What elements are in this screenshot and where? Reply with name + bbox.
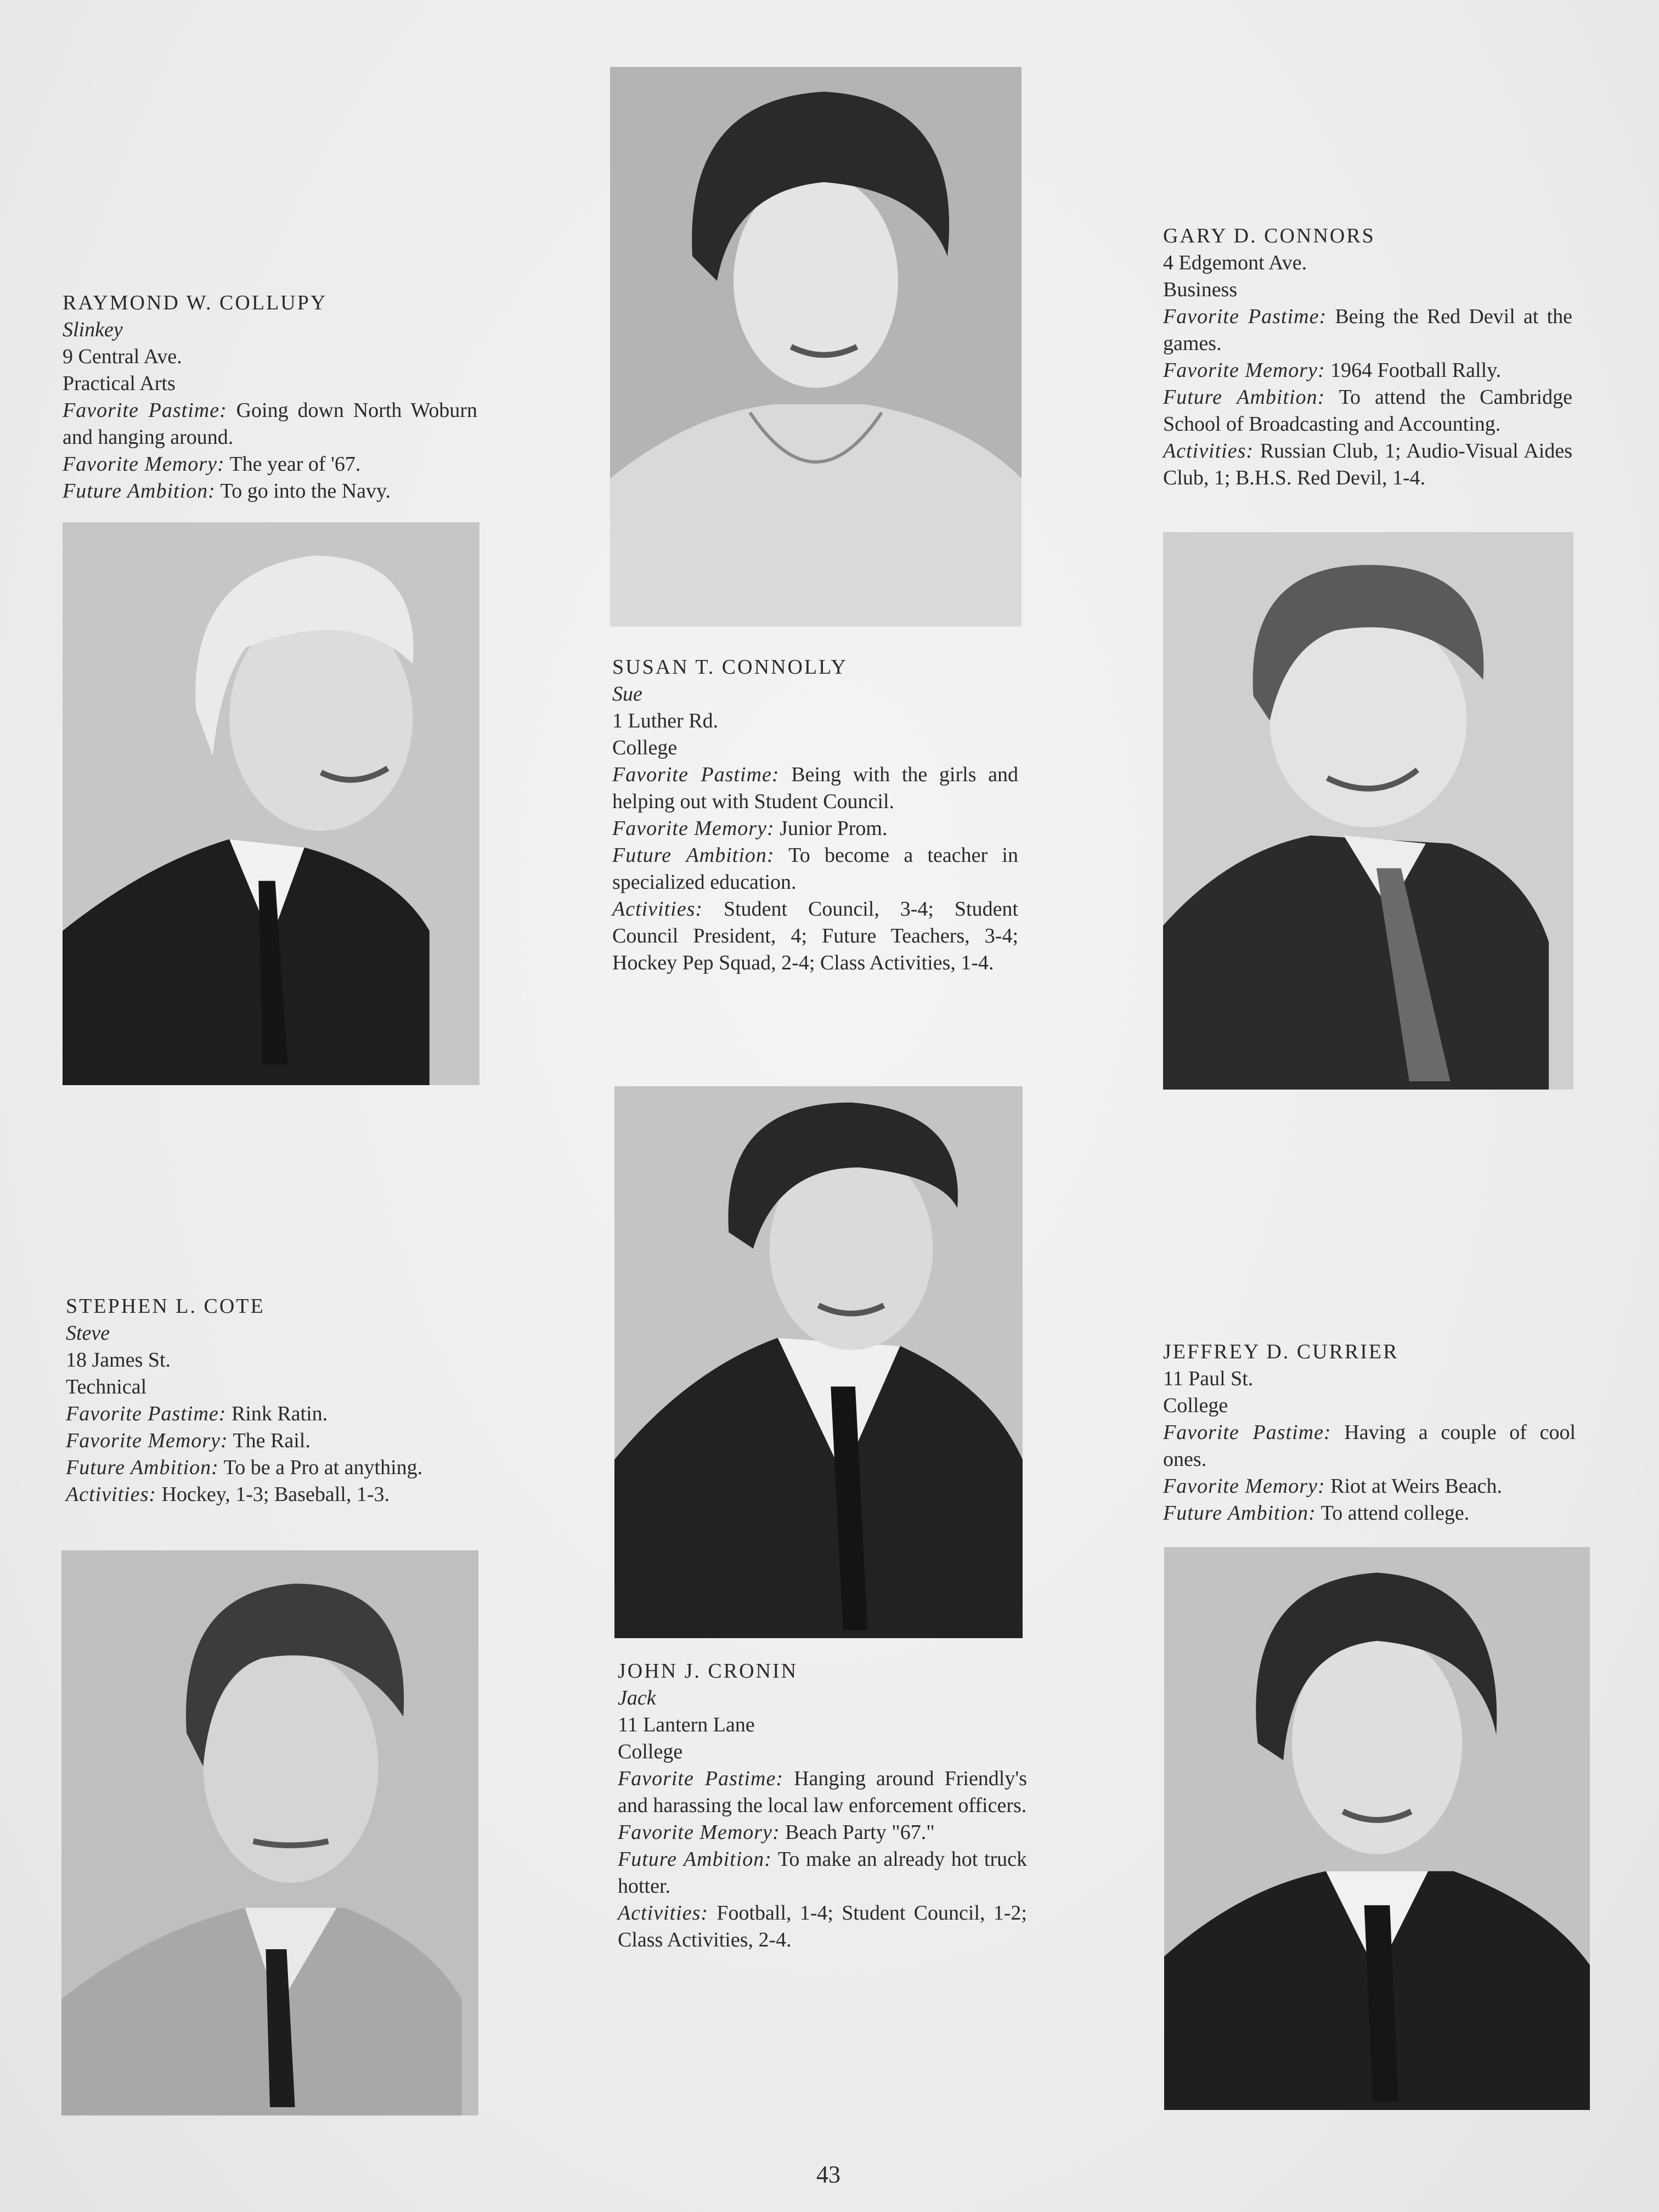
student-portrait-photo <box>1163 532 1573 1090</box>
page-number: 43 <box>816 2161 840 2188</box>
ambition-text: To attend the Cambridge School of Broadcasting and Accounting. <box>1163 386 1572 436</box>
memory-label: Favorite Memory: <box>66 1429 228 1452</box>
student-address: 11 Paul St. <box>1163 1367 1254 1390</box>
ambition-label: Future Ambition: <box>618 1848 772 1871</box>
pastime-label: Favorite Pastime: <box>612 763 780 786</box>
student-course: Practical Arts <box>63 372 176 395</box>
pastime-label: Favorite Pastime: <box>63 399 227 422</box>
memory-text: Riot at Weirs Beach. <box>1330 1475 1502 1498</box>
student-address: 4 Edgemont Ave. <box>1163 251 1307 274</box>
ambition-label: Future Ambition: <box>1163 386 1325 409</box>
student-nickname: Jack <box>618 1686 656 1709</box>
student-portrait-photo <box>610 67 1022 627</box>
student-nickname: Steve <box>66 1322 110 1345</box>
pastime-text: Being the Red Devil at the games. <box>1163 305 1572 355</box>
ambition-label: Future Ambition: <box>63 479 216 503</box>
pastime-text: Rink Ratin. <box>231 1402 328 1425</box>
student-course: College <box>612 736 678 759</box>
student-course: College <box>618 1740 683 1763</box>
memory-text: The year of '67. <box>229 453 361 476</box>
memory-text: Junior Prom. <box>780 817 888 840</box>
student-bio-connors <box>1163 223 1572 492</box>
memory-text: Beach Party "67." <box>785 1821 935 1844</box>
pastime-label: Favorite Pastime: <box>618 1767 783 1790</box>
pastime-text: Having a couple of cool ones. <box>1163 1421 1576 1471</box>
student-bio-cote <box>66 1293 478 1508</box>
student-address: 1 Luther Rd. <box>612 709 719 732</box>
activities-label: Activities: <box>612 898 703 921</box>
memory-label: Favorite Memory: <box>612 817 775 840</box>
pastime-label: Favorite Pastime: <box>66 1402 227 1425</box>
memory-label: Favorite Memory: <box>63 453 225 476</box>
activities-label: Activities: <box>1163 439 1254 462</box>
student-bio-currier <box>1163 1339 1576 1527</box>
student-name: GARY D. CONNORS <box>1163 224 1375 247</box>
student-course: College <box>1163 1394 1228 1417</box>
student-nickname: Sue <box>612 682 642 706</box>
memory-label: Favorite Memory: <box>618 1821 780 1844</box>
student-name: RAYMOND W. COLLUPY <box>63 291 328 314</box>
activities-label: Activities: <box>618 1901 709 1925</box>
pastime-label: Favorite Pastime: <box>1163 1421 1331 1444</box>
student-course: Technical <box>66 1375 147 1398</box>
student-address: 11 Lantern Lane <box>618 1713 755 1736</box>
student-course: Business <box>1163 278 1238 301</box>
pastime-label: Favorite Pastime: <box>1163 305 1327 328</box>
memory-label: Favorite Memory: <box>1163 1475 1325 1498</box>
student-name: STEPHEN L. COTE <box>66 1295 265 1318</box>
student-name: JOHN J. CRONIN <box>618 1660 798 1683</box>
ambition-text: To become a teacher in specialized education. <box>612 844 1018 894</box>
student-address: 18 James St. <box>66 1348 171 1372</box>
student-portrait-photo <box>614 1086 1023 1638</box>
activities-text: Hockey, 1-3; Baseball, 1-3. <box>161 1483 390 1506</box>
student-nickname: Slinkey <box>63 318 123 341</box>
student-bio-collupy <box>63 290 477 505</box>
ambition-label: Future Ambition: <box>66 1456 219 1479</box>
activities-text: Russian Club, 1; Audio-Visual Aides Club, 1; B.H.S. Red Devil, 1-4. <box>1163 439 1572 489</box>
ambition-label: Future Ambition: <box>1163 1502 1316 1525</box>
ambition-label: Future Ambition: <box>612 844 775 867</box>
activities-text: Football, 1-4; Student Council, 1-2; Class Activities, 2-4. <box>618 1901 1027 1951</box>
ambition-text: To attend college. <box>1321 1502 1470 1525</box>
pastime-text: Going down North Woburn and hanging around. <box>63 399 478 449</box>
student-name: SUSAN T. CONNOLLY <box>612 656 848 679</box>
memory-label: Favorite Memory: <box>1163 359 1325 382</box>
student-portrait-photo <box>61 1550 478 2115</box>
pastime-text: Being with the girls and helping out with Student Council. <box>612 763 1018 813</box>
ambition-text: To make an already hot truck hotter. <box>618 1848 1027 1898</box>
ambition-text: To go into the Navy. <box>220 479 391 503</box>
student-portrait-photo <box>63 522 479 1085</box>
memory-text: The Rail. <box>233 1429 311 1452</box>
student-bio-cronin <box>618 1658 1027 1954</box>
ambition-text: To be a Pro at anything. <box>223 1456 423 1479</box>
pastime-text: Hanging around Friendly's and harassing the local law enforcement officers. <box>618 1767 1028 1817</box>
student-bio-connolly <box>612 654 1018 977</box>
memory-text: 1964 Football Rally. <box>1330 359 1502 382</box>
activities-label: Activities: <box>66 1483 157 1506</box>
student-address: 9 Central Ave. <box>63 345 182 368</box>
student-name: JEFFREY D. CURRIER <box>1163 1340 1399 1363</box>
activities-text: Student Council, 3-4; Student Council President, 4; Future Teachers, 3-4; Hockey Pep Squad, 2-4; Class Activities, 1-4. <box>612 898 1018 974</box>
student-portrait-photo <box>1164 1547 1590 2110</box>
